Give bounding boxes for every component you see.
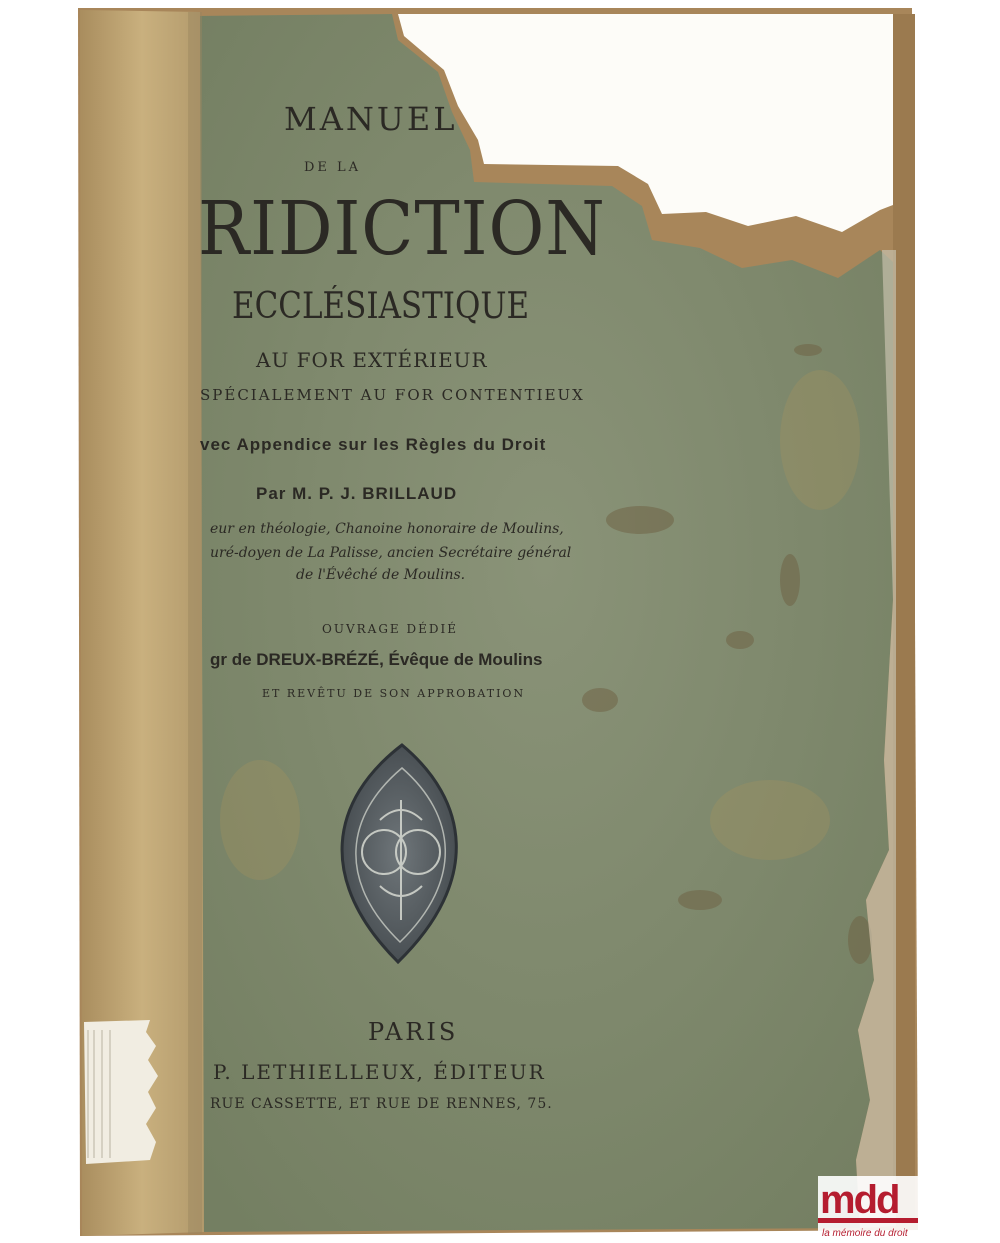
author-credential: uré-doyen de La Palisse, ancien Secrétaire général <box>210 545 572 561</box>
title-ecclesiastique: ECCLÉSIASTIQUE <box>232 286 530 327</box>
spine-label <box>84 1020 158 1164</box>
author-line: Par M. P. J. BRILLAUD <box>256 484 458 503</box>
appendix-line: vec Appendice sur les Règles du Droit <box>200 435 547 454</box>
publisher-address: RUE CASSETTE, ET RUE DE RENNES, 75. <box>210 1096 553 1112</box>
title-main: RIDICTION <box>198 186 606 272</box>
subtitle-for-exterieur: AU FOR EXTÉRIEUR <box>256 348 488 372</box>
author-credential: eur en théologie, Chanoine honoraire de Moulins, <box>210 521 564 537</box>
author-credential: de l'Évêché de Moulins. <box>296 567 466 583</box>
dedication-label: OUVRAGE DÉDIÉ <box>322 622 458 636</box>
dedicatee-line: gr de DREUX-BRÉZÉ, Évêque de Moulins <box>210 650 543 669</box>
title-manuel: MANUEL <box>284 100 458 138</box>
publication-city: PARIS <box>368 1018 459 1046</box>
watermark-tagline: la mémoire du droit <box>822 1228 908 1239</box>
approval-line: ET REVÊTU DE SON APPROBATION <box>262 687 526 700</box>
publisher-name: P. LETHIELLEUX, ÉDITEUR <box>213 1060 546 1084</box>
title-de-la: DE LA <box>304 160 362 175</box>
watermark-logo: mdd <box>820 1178 899 1222</box>
subtitle-contentieux: SPÉCIALEMENT AU FOR CONTENTIEUX <box>200 386 585 404</box>
